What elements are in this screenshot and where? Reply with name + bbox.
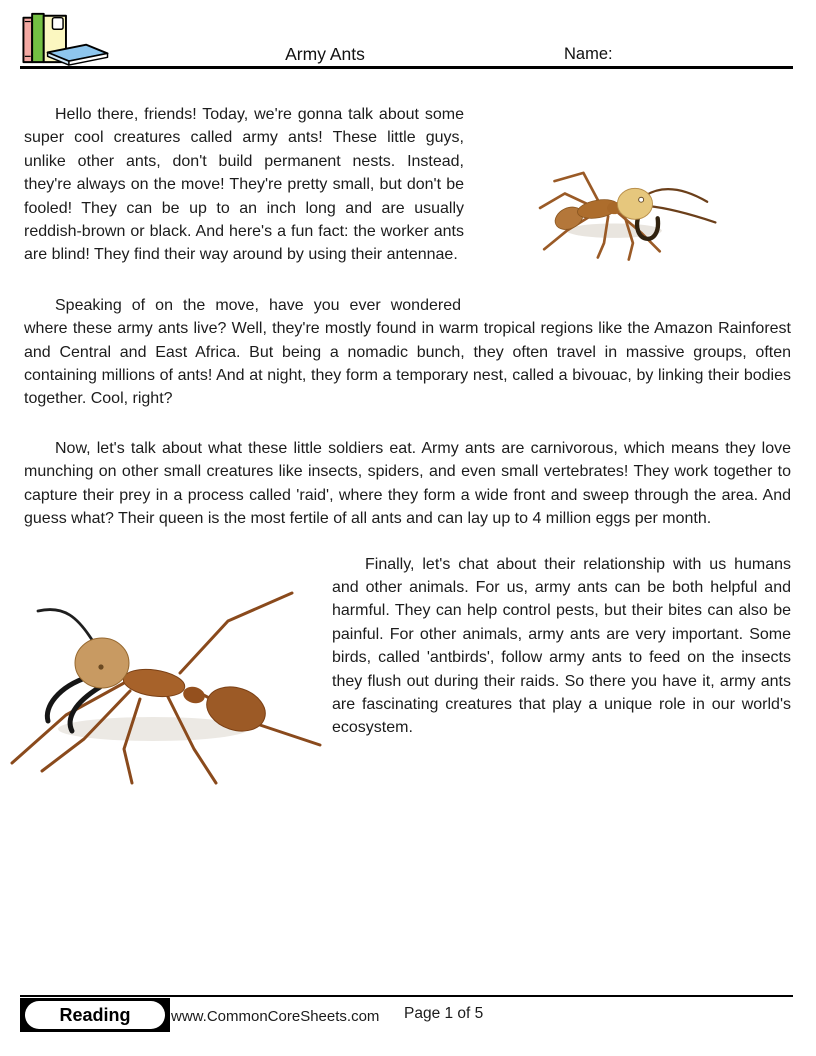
paragraph-1: Hello there, friends! Today, we're gonna talk about some super cool creatures called army ants! These little guys, unlike other ants, don't build permanent nests. Instead, they're always on the move! They're pretty small, but don't be fooled! They can be up to an inch long and are usually reddish-brown or black. And here's a fun fact: the worker ants are blind! They find their way around by using their antennae.	[24, 106, 464, 264]
subject-badge	[20, 998, 170, 1032]
header-divider	[20, 66, 793, 69]
books-logo-icon	[20, 8, 110, 66]
name-label: Name:	[564, 45, 613, 63]
paragraph-4: Finally, let's chat about their relationship with us humans and other animals. For us, army ants can be both helpful and harmful. They can help control pests, but their bites can also be painful. For other animals, army ants are very important. Some birds, called 'antbirds', follow army ants to feed on the insects they flush out during their raids. So there you have it, army ants are fascinating creatures that play a unique role in our world's ecosystem.	[332, 555, 791, 737]
page-indicator: Page 1 of 5	[404, 1005, 484, 1022]
paragraph-2	[24, 294, 791, 411]
page-title: Army Ants	[285, 44, 365, 64]
paragraph-2-text: Speaking of on the move, have you ever wondered where these army ants live? Well, they're mostly found in warm tropical regions like the Amazon Rainforest and Central and East Africa. But being a nomadic bunch, they often travel in massive groups, often containing millions of ants! And at night, they form a temporary nest, called a bivouac, by linking their bodies together. Cool, right?	[24, 296, 791, 408]
army-ant-image-right	[538, 156, 734, 262]
subject-badge-pill	[25, 1001, 165, 1029]
paragraph-3: Now, let's talk about what these little soldiers eat. Army ants are carnivorous, which means they love munching on other small creatures like insects, spiders, and even small vertebrates! They work together to capture their prey in a process called 'raid', where they form a wide front and sweep through the area. And guess what? Their queen is the most fertile of all ants and can lay up to 4 million eggs per month.	[24, 439, 791, 528]
image-wrap-spacer	[461, 294, 791, 316]
subject-badge-label: Reading	[59, 1004, 131, 1025]
army-ant-image-left	[8, 586, 326, 788]
website-text: www.CommonCoreSheets.com	[171, 1008, 380, 1025]
footer-divider	[20, 995, 793, 997]
